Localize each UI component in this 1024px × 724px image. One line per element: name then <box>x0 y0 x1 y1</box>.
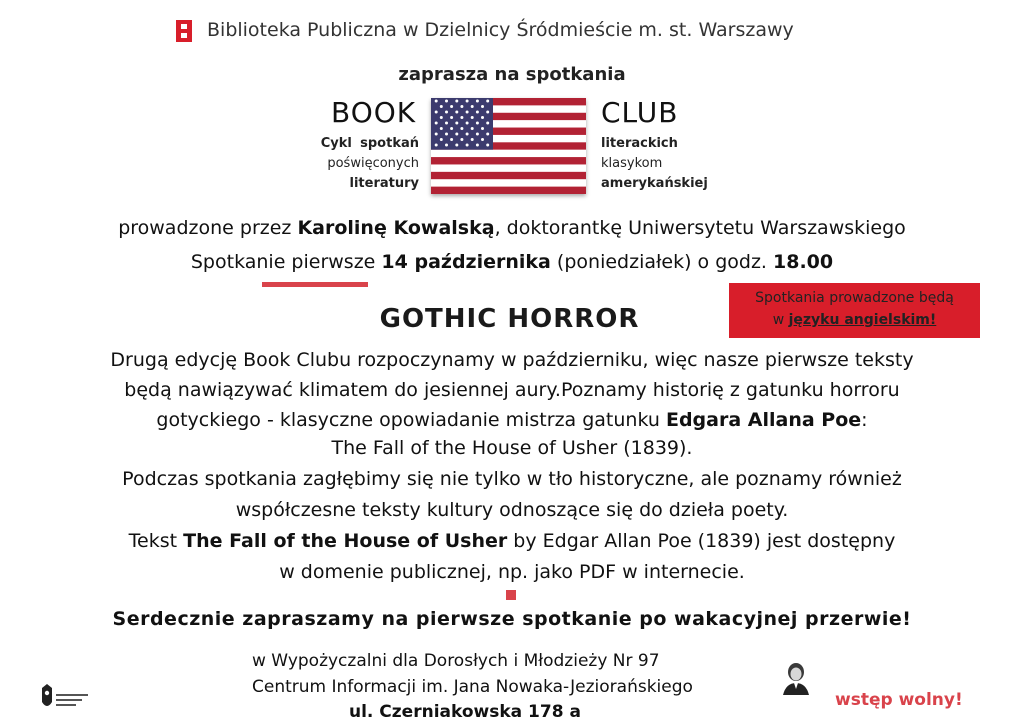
flag-star <box>455 122 458 125</box>
flag-star <box>486 111 489 114</box>
library-logo-icon <box>176 20 192 42</box>
host-suffix: , doktorantkę Uniwersytetu Warszawskiego <box>494 217 906 239</box>
flag-star <box>440 116 443 119</box>
flag-star <box>476 122 479 125</box>
flag-star <box>460 127 463 130</box>
flag-star <box>455 133 458 136</box>
flag-star <box>445 122 448 125</box>
first-meeting-prefix: Spotkanie pierwsze <box>190 251 382 273</box>
host-prefix: prowadzone przez <box>118 217 298 239</box>
flag-stripe <box>431 179 586 187</box>
flag-star <box>455 100 458 103</box>
separator-dot <box>506 590 516 600</box>
accent-underline <box>262 282 368 287</box>
flag-star <box>440 105 443 108</box>
description-line-7 <box>0 530 1024 552</box>
flag-star <box>435 144 438 147</box>
first-meeting-mid: (poniedziałek) o godz. <box>550 251 773 273</box>
description-line-7-prefix: Tekst <box>128 530 184 552</box>
flag-star <box>471 116 474 119</box>
series-word-spotkan: spotkań <box>360 136 419 151</box>
flag-star <box>455 111 458 114</box>
first-meeting-time: 18.00 <box>773 251 834 273</box>
flag-star <box>450 116 453 119</box>
description-line-2: będą nawiązywać klimatem do jesiennej aury.Poznamy historię z gatunku horroru <box>124 379 900 401</box>
flag-star <box>445 133 448 136</box>
description-line-5: Podczas spotkania zagłębimy się nie tylko w tło historyczne, ale poznamy również <box>122 468 902 490</box>
flag-star <box>435 122 438 125</box>
flag-star <box>471 105 474 108</box>
flag-stripe <box>431 157 586 165</box>
flag-star <box>460 105 463 108</box>
flag-star <box>435 111 438 114</box>
flag-star <box>476 133 479 136</box>
portrait-icon <box>780 659 812 695</box>
topic-title-row <box>0 304 1024 334</box>
flag-star <box>450 127 453 130</box>
flag-star <box>481 127 484 130</box>
branch-line: w Wypożyczalni dla Dorosłych i Młodzieży Nr 97 <box>252 651 660 671</box>
author-name: Edgara Allana Poe <box>665 409 862 431</box>
host-line <box>0 217 1024 239</box>
flag-star <box>481 116 484 119</box>
flag-star <box>476 144 479 147</box>
flag-star <box>476 100 479 103</box>
flag-star <box>445 144 448 147</box>
flag-star <box>440 138 443 141</box>
flag-star <box>450 105 453 108</box>
flag-star <box>445 111 448 114</box>
invitation-line: zaprasza na spotkania <box>398 64 626 85</box>
closing-line: Serdecznie zapraszamy na pierwsze spotkanie po wakacyjnej przerwie! <box>112 608 912 630</box>
flag-stripe <box>431 150 586 158</box>
flag-star <box>466 144 469 147</box>
first-meeting-date: 14 października <box>381 251 551 273</box>
flag-star <box>486 100 489 103</box>
flag-star <box>435 100 438 103</box>
first-meeting-line <box>0 251 1024 273</box>
description-line-3 <box>0 409 1024 431</box>
book-title: The Fall of the House of Usher <box>183 530 508 552</box>
flag-star <box>440 127 443 130</box>
description-line-7-suffix: by Edgar Allan Poe (1839) jest dostępny <box>507 530 896 552</box>
flag-star <box>471 138 474 141</box>
address-line: ul. Czerniakowska 178 a <box>349 702 581 722</box>
flag-star <box>466 122 469 125</box>
club-word: CLUB <box>601 96 679 129</box>
flag-star <box>466 133 469 136</box>
description-line-3-suffix: : <box>861 409 868 431</box>
flag-star <box>481 105 484 108</box>
description-line-4: The Fall of the House of Usher (1839). <box>331 437 693 459</box>
flag-star <box>471 127 474 130</box>
flag-star <box>486 144 489 147</box>
flag-stripe <box>431 172 586 180</box>
english-notice-emphasis: języku angielskim! <box>788 312 937 328</box>
description-line-1: Drugą edycję Book Clubu rozpoczynamy w październiku, więc nasze pierwsze teksty <box>110 349 914 371</box>
free-entry-label: wstęp wolny! <box>835 690 963 710</box>
flag-star <box>450 138 453 141</box>
book-word: BOOK <box>331 96 417 129</box>
flag-star <box>476 111 479 114</box>
description-line-3-prefix: gotyckiego - klasyczne opowiadanie mistrza gatunku <box>156 409 666 431</box>
usa-flag-icon <box>431 98 586 194</box>
city-culture-logo-icon <box>38 680 98 716</box>
flag-star <box>486 122 489 125</box>
flag-star <box>481 138 484 141</box>
flag-star <box>466 111 469 114</box>
topic-title: GOTHIC HORROR <box>379 304 640 334</box>
flag-star <box>455 144 458 147</box>
description-line-8: w domenie publicznej, np. jako PDF w internecie. <box>279 561 745 583</box>
series-right-line-3: amerykańskiej <box>601 176 708 191</box>
series-right-line-1: literackich <box>601 136 678 151</box>
flag-star <box>435 133 438 136</box>
flag-stripe <box>431 164 586 172</box>
flag-stripe <box>431 187 586 194</box>
series-line-1 <box>301 136 419 151</box>
english-notice-prefix: w <box>772 312 789 328</box>
library-name: Biblioteka Publiczna w Dzielnicy Śródmieście m. st. Warszawy <box>207 19 794 41</box>
center-line: Centrum Informacji im. Jana Nowaka-Jeziorańskiego <box>252 677 693 697</box>
flag-star <box>445 100 448 103</box>
host-name: Karolinę Kowalską <box>297 217 495 239</box>
flag-star <box>460 138 463 141</box>
description-line-6: współczesne teksty kultury odnoszące się do dzieła poety. <box>235 499 789 521</box>
series-line-3: literatury <box>349 176 419 191</box>
series-word-cykl: Cykl <box>320 136 352 151</box>
flag-star <box>460 116 463 119</box>
english-notice-line-1: Spotkania prowadzone będą <box>755 290 954 306</box>
series-right-line-2: klasykom <box>601 156 663 171</box>
flag-star <box>486 133 489 136</box>
flag-star <box>466 100 469 103</box>
series-line-2: poświęconych <box>327 156 419 171</box>
